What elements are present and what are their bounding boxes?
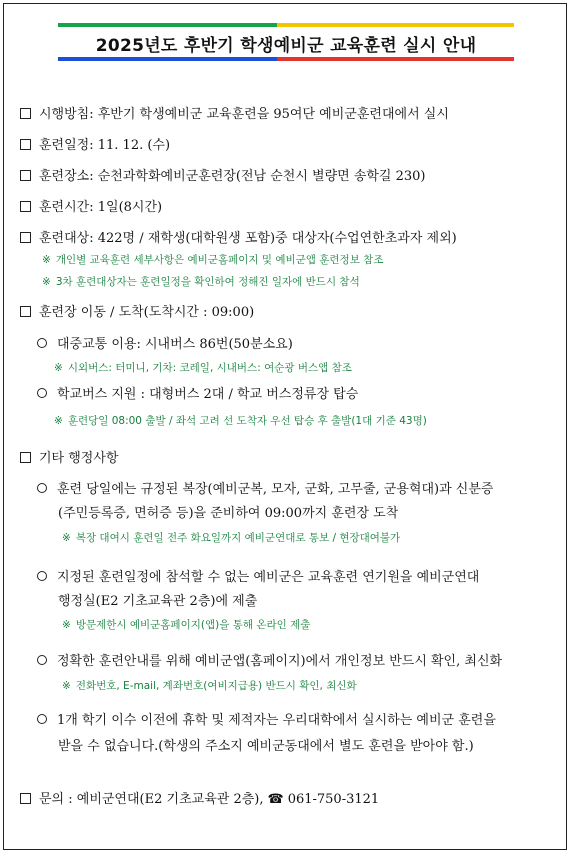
- item-admin-text: 기타 행정사항: [39, 451, 119, 466]
- checkbox-icon: [20, 793, 31, 804]
- admin-4: [37, 712, 496, 730]
- item-policy: [20, 106, 449, 124]
- admin-4-line-2: 받을 수 없습니다.(학생의 주소지 예비군동대에서 별도 훈련을 받아야 함.): [58, 739, 474, 754]
- admin-2: [37, 569, 479, 587]
- checkbox-icon: [20, 201, 31, 212]
- item-place-text: 훈련장소: 순천과학화예비군훈련장(전남 순천시 별량면 송학길 230): [39, 169, 426, 184]
- contact-phone: 061-750-3121: [287, 792, 380, 807]
- target-note-1: [42, 252, 383, 268]
- item-transport-text: 훈련장 이동 / 도착(도착시간 : 09:00): [39, 305, 255, 320]
- public-transit-note: [54, 360, 352, 376]
- checkbox-icon: [20, 452, 31, 463]
- note-mark: ※: [54, 362, 63, 374]
- item-contact: [20, 791, 379, 809]
- school-bus-note: [54, 413, 427, 429]
- item-admin: [20, 450, 118, 468]
- admin-2-note-text: 방문제한시 예비군홈페이지(앱)을 통해 온라인 제출: [75, 619, 311, 631]
- target-note-2-text: 3차 훈련대상자는 훈련일정을 확인하여 정해진 일자에 반드시 참석: [55, 276, 360, 288]
- note-mark: ※: [42, 254, 51, 266]
- checkbox-icon: [20, 108, 31, 119]
- checkbox-icon: [20, 139, 31, 150]
- circle-bullet-icon: [37, 338, 47, 348]
- admin-3-note-text: 전화번호, E-mail, 계좌번호(여비지급용) 반드시 확인, 최신화: [75, 680, 357, 692]
- admin-1-note: [62, 530, 400, 546]
- note-mark: ※: [42, 276, 51, 288]
- item-policy-text: 시행방침: 후반기 학생예비군 교육훈련을 95여단 예비군훈련대에서 실시: [39, 107, 449, 122]
- admin-3-line-1: 정확한 훈련안내를 위해 예비군앱(홈페이지)에서 개인정보 반드시 확인, 최신화: [57, 654, 503, 669]
- contact-label: 문의 : 예비군연대(E2 기초교육관 2층),: [39, 792, 264, 807]
- note-mark: ※: [62, 619, 71, 631]
- school-bus-note-text: 훈련당일 08:00 출발 / 좌석 고려 선 도착자 우선 탑승 후 출발(1대 기준 43명): [67, 415, 427, 427]
- item-target-text: 훈련대상: 422명 / 재학생(대학원생 포함)중 대상자(수업연한초과자 제외): [39, 231, 457, 246]
- note-mark: ※: [62, 680, 71, 692]
- public-transit-note-text: 시외버스: 터미니, 기차: 코레일, 시내버스: 여순광 버스앱 참조: [67, 362, 352, 374]
- admin-4-line-1: 1개 학기 이수 이전에 휴학 및 제적자는 우리대학에서 실시하는 예비군 훈련을: [57, 713, 496, 728]
- circle-bullet-icon: [37, 714, 47, 724]
- title-banner: [58, 23, 514, 61]
- item-date: [20, 137, 170, 155]
- item-duration-text: 훈련시간: 1일(8시간): [39, 200, 163, 215]
- circle-bullet-icon: [37, 571, 47, 581]
- admin-1-line-1: 훈련 당일에는 규정된 복장(예비군복, 모자, 군화, 고무줄, 군용혁대)과 신분증: [57, 482, 494, 497]
- item-school-bus: [37, 386, 358, 404]
- title-bar-top: [58, 23, 514, 27]
- checkbox-icon: [20, 232, 31, 243]
- circle-bullet-icon: [37, 655, 47, 665]
- item-public-transit: [37, 336, 293, 354]
- checkbox-icon: [20, 306, 31, 317]
- target-note-2: [42, 274, 360, 290]
- admin-2-note: [62, 617, 310, 633]
- page-title: 2025년도 후반기 학생예비군 교육훈련 실시 안내: [95, 36, 477, 56]
- note-mark: ※: [54, 415, 63, 427]
- item-transport: [20, 304, 254, 322]
- admin-1-line-2: (주민등록증, 면허증 등)을 준비하여 09:00까지 훈련장 도착: [58, 506, 399, 521]
- admin-3-note: [62, 678, 357, 694]
- item-place: [20, 168, 426, 186]
- title-bar-bottom: [58, 57, 514, 61]
- item-duration: [20, 199, 162, 217]
- checkbox-icon: [20, 170, 31, 181]
- note-mark: ※: [62, 532, 71, 544]
- school-bus-text: 학교버스 지원 : 대형버스 2대 / 학교 버스정류장 탑승: [57, 387, 359, 402]
- telephone-icon: ☎: [267, 792, 284, 807]
- public-transit-text: 대중교통 이용: 시내버스 86번(50분소요): [57, 337, 293, 352]
- target-note-1-text: 개인별 교육훈련 세부사항은 예비군홈페이지 및 예비군앱 훈련정보 참조: [55, 254, 384, 266]
- admin-2-line-2: 행정실(E2 기초교육관 2층)에 제출: [58, 594, 258, 609]
- admin-1: [37, 481, 493, 499]
- admin-2-line-1: 지정된 훈련일정에 참석할 수 없는 예비군은 교육훈련 연기원을 예비군연대: [57, 570, 480, 585]
- item-target: [20, 230, 457, 248]
- item-date-text: 훈련일정: 11. 12. (수): [39, 138, 171, 153]
- circle-bullet-icon: [37, 483, 47, 493]
- circle-bullet-icon: [37, 388, 47, 398]
- admin-1-note-text: 복장 대여시 훈련일 전주 화요일까지 예비군연대로 통보 / 현장대여불가: [75, 532, 401, 544]
- admin-3: [37, 653, 502, 671]
